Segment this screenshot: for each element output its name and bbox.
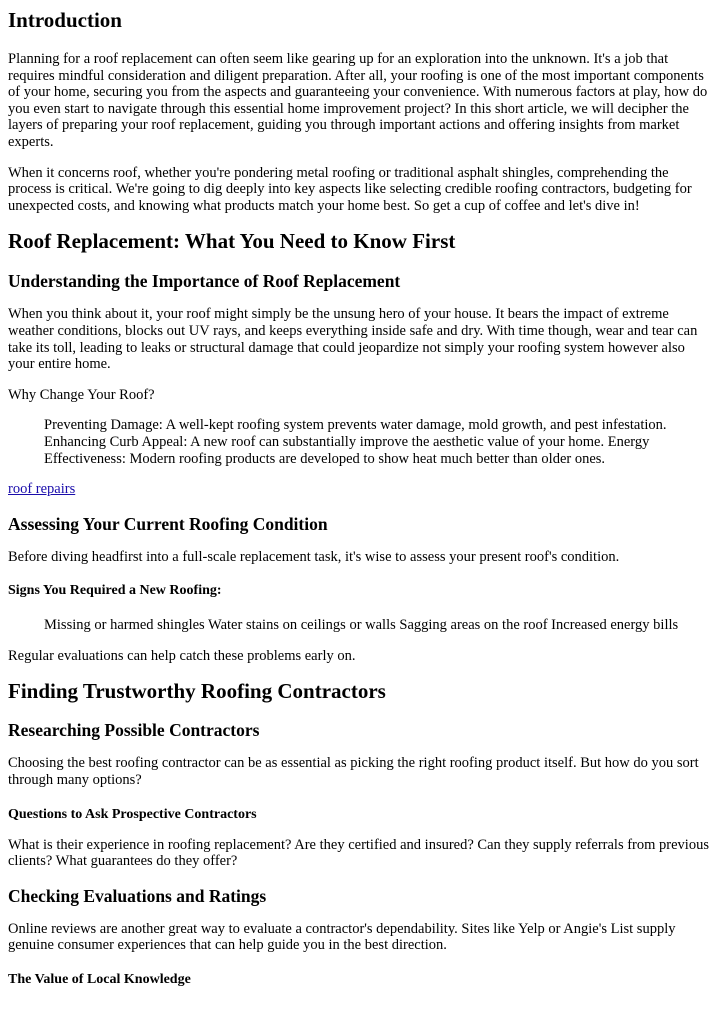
subheading-evaluations: Checking Evaluations and Ratings xyxy=(8,885,267,906)
assessing-paragraph: Before diving headfirst into a full-scale replacement task, it's wise to assess your present roof's condition. xyxy=(8,548,620,565)
signs-heading: Signs You Required a New Roofing: xyxy=(8,583,222,599)
questions-paragraph: What is their experience in roofing replacement? Are they certified and insured? Can they supply referrals from previous clients? What guarantees do they offer? xyxy=(8,836,709,870)
roof-repairs-link[interactable]: roof repairs xyxy=(8,481,76,498)
evaluations-paragraph: Online reviews are another great way to evaluate a contractor's dependability. Sites like Yelp or Angie's List supply genuine consumer experiences that can help guide you in the best direction. xyxy=(8,920,676,954)
intro-paragraph-2: When it concerns roof, whether you're pondering metal roofing or traditional asphalt shingles, comprehending the process is critical. We're going to dig deeply into key aspects like selecting credible roofing contractors, budgeting for unexpected costs, and knowing what products match your home best. So get a cup of coffee and let's dive in! xyxy=(8,164,692,214)
subheading-assessing: Assessing Your Current Roofing Condition xyxy=(8,513,328,534)
signs-list: Missing or harmed shingles Water stains on ceilings or walls Sagging areas on the roof Increased energy bills xyxy=(44,617,679,634)
importance-paragraph: When you think about it, your roof might simply be the unsung hero of your house. It bears the impact of extreme weather conditions, blocks out UV rays, and keeps everything inside safe and dry. With time though, wear and tear can take its toll, leading to leaks or structural damage that could jeopardize not simply your roofing system however also your entire home. xyxy=(8,306,698,373)
local-knowledge-heading: The Value of Local Knowledge xyxy=(8,972,191,988)
link-paragraph xyxy=(8,481,712,498)
intro-paragraph-1: Planning for a roof replacement can often seem like gearing up for an exploration into the unknown. It's a job that requires mindful consideration and diligent preparation. After all, your roofing is one of the most important components of your home, securing you from the aspects and guaranteeing your convenience. With numerous factors at play, how do you even start to navigate through this essential home improvement project? In this short article, we will decipher the layers of preparing your roof replacement, guiding you through important actions and offering insights from market experts. xyxy=(8,51,708,150)
subheading-researching: Researching Possible Contractors xyxy=(8,720,260,741)
subheading-importance: Understanding the Importance of Roof Replacement xyxy=(8,271,401,292)
article xyxy=(0,7,720,989)
why-change-label: Why Change Your Roof? xyxy=(8,386,155,403)
signs-note: Regular evaluations can help catch these problems early on. xyxy=(8,647,356,664)
section-heading-contractors: Finding Trustworthy Roofing Contractors xyxy=(8,679,386,704)
section-heading-roof-replacement: Roof Replacement: What You Need to Know First xyxy=(8,229,456,254)
researching-paragraph: Choosing the best roofing contractor can be as essential as picking the right roofing product itself. But how do you sort through many options? xyxy=(8,755,699,789)
why-change-list: Preventing Damage: A well-kept roofing system prevents water damage, mold growth, and pest infestation. Enhancing Curb Appeal: A new roof can substantially improve the aesthetic value of your home. Energy Effectiveness: Modern roofing products are developed to show heat much better than older ones. xyxy=(44,417,667,467)
questions-heading: Questions to Ask Prospective Contractors xyxy=(8,806,257,822)
intro-heading: Introduction xyxy=(8,8,122,32)
